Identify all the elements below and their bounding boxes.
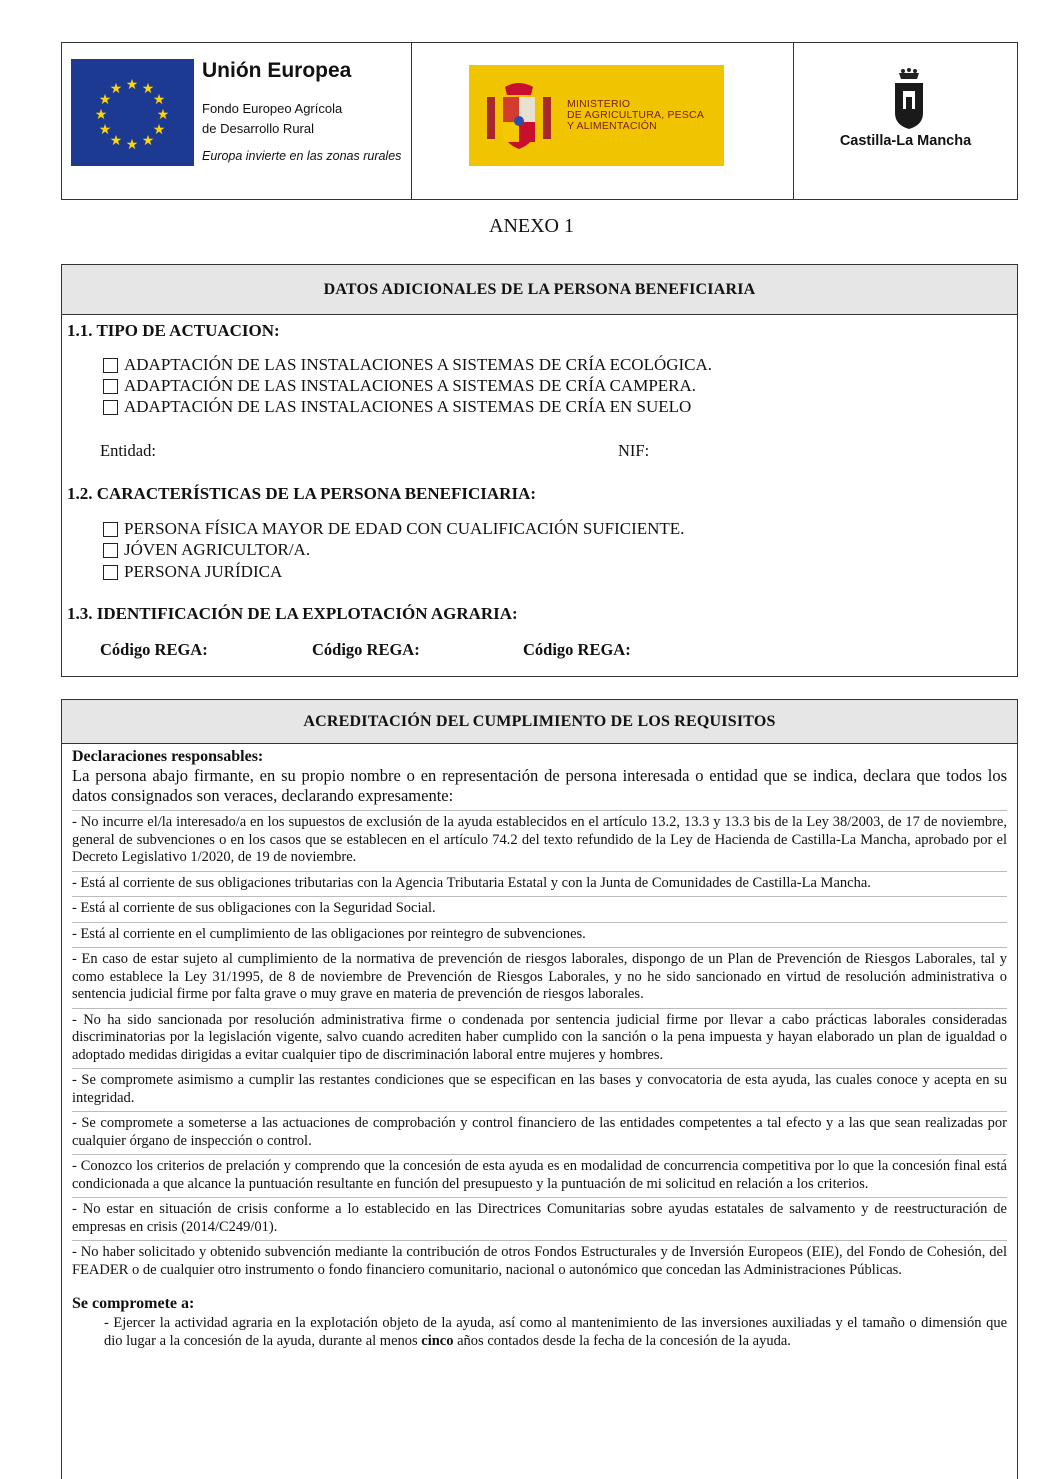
declaration-item: - Está al corriente de sus obligaciones con la Seguridad Social. xyxy=(72,900,436,916)
option-label: ADAPTACIÓN DE LAS INSTALACIONES A SISTEMAS DE CRÍA ECOLÓGICA. xyxy=(124,355,713,374)
coat-of-arms-icon xyxy=(485,79,553,153)
ministry-logo xyxy=(469,65,724,166)
commitment-bold: cinco xyxy=(421,1332,454,1349)
divider xyxy=(72,1008,1007,1009)
ministry-logo-block xyxy=(412,43,794,199)
ministry-line2: DE AGRICULTURA, PESCA xyxy=(567,109,705,121)
entidad-label: Entidad: xyxy=(100,441,156,460)
declaration-item: - Está al corriente en el cumplimiento de las obligaciones por reintegro de subvenciones. xyxy=(72,925,586,942)
checkbox[interactable] xyxy=(103,543,118,558)
eu-fund-line2: de Desarrollo Rural xyxy=(202,121,314,136)
region-logo-block xyxy=(794,43,1017,199)
declaration-item: - No ha sido sancionada por resolución administrativa firme o condenada por sentencia judicial firme por llevar a cabo prácticas laborales consideradas discriminatorias por la legislación vigente, salvo cuando acrediten haber cumplido con la sanción o la pena impuesta y hayan elaborado un plan de igualdad o adoptado medidas dirigidas a evitar cualquier tipo de discriminación laboral entre mujeres y hombres. xyxy=(72,1011,1007,1063)
beneficiary-data-section xyxy=(61,264,1018,677)
commitment-text-end: años contados desde la fecha de la concesión de la ayuda. xyxy=(453,1332,791,1349)
commitment-text: - Ejercer la actividad agraria en la explotación objeto de la ayuda, así como al mantenimiento de las inversiones auxiliadas y el tamaño o dimensión que dio lugar a la concesión de la ayuda, durante al menos xyxy=(104,1315,1007,1349)
divider xyxy=(72,1154,1007,1155)
declarations-intro: La persona abajo firmante, en su propio nombre o en representación de persona interesada o entidad que se indica, declara que todos los datos consignados son veraces, declarando expresamente: xyxy=(72,766,1007,805)
commitment-item xyxy=(104,1315,1007,1350)
requirements-section xyxy=(61,699,1018,1479)
svg-text:★: ★ xyxy=(141,133,155,149)
svg-text:★: ★ xyxy=(141,81,155,97)
checkbox[interactable] xyxy=(103,522,118,537)
divider xyxy=(72,922,1007,923)
caracteristicas-heading: 1.2. CARACTERÍSTICAS DE LA PERSONA BENEFICIARIA: xyxy=(67,484,537,503)
declaration-item: - Conozco los criterios de prelación y comprendo que la concesión de esta ayuda es en modalidad de concurrencia competitiva por lo que la concesión final está condicionada a que alcance la puntuación resultante en función del presupuesto y la puntuación de mi solicitud en relación a los criterios. xyxy=(72,1158,1007,1192)
divider xyxy=(72,1111,1007,1112)
commitment-title: Se compromete a: xyxy=(72,1295,195,1312)
section1-title: DATOS ADICIONALES DE LA PERSONA BENEFICIARIA xyxy=(62,265,1017,315)
tipo-option-campera[interactable] xyxy=(103,376,696,396)
divider xyxy=(72,896,1007,897)
region-name: Castilla-La Mancha xyxy=(839,133,972,149)
declaration-item: - Se compromete asimismo a cumplir las restantes condiciones que se especifican en las bases y convocatoria de esta ayuda, las cuales conoce y acepta en su integridad. xyxy=(72,1072,1007,1106)
identificacion-heading: 1.3. IDENTIFICACIÓN DE LA EXPLOTACIÓN AGRARIA: xyxy=(67,604,518,623)
divider xyxy=(72,947,1007,948)
checkbox[interactable] xyxy=(103,400,118,415)
tipo-option-suelo[interactable] xyxy=(103,397,691,417)
svg-text:★: ★ xyxy=(109,133,123,149)
divider xyxy=(72,871,1007,872)
annex-title: ANEXO 1 xyxy=(489,215,574,237)
option-label: PERSONA JURÍDICA xyxy=(124,562,283,581)
caract-option-joven-agricultor[interactable] xyxy=(103,540,310,560)
declaration-item: - No incurre el/la interesado/a en los supuestos de exclusión de la ayuda establecidos en el artículo 13.2, 13.3 y 13.3 bis de la Ley 38/2003, de 17 de noviembre, general de subvenciones o en los casos que se establecen en el artículo 74.2 del texto refundido de la Ley de Hacienda de Castilla-La Mancha, aprobado por el Decreto Legislativo 1/2020, de 19 de noviembre. xyxy=(72,814,1007,865)
castilla-la-mancha-logo-icon xyxy=(889,67,929,131)
ministry-line3: Y ALIMENTACIÓN xyxy=(567,120,657,132)
rega-label-1: Código REGA: xyxy=(100,640,208,659)
declaration-item: - No haber solicitado y obtenido subvención mediante la contribución de otros Fondos Estructurales y de Inversión Europeos (EIE), del Fondo de Cohesión, del FEADER o de cualquier otro instrumento o fondo financiero comunitario, nacional o autonómico que concedan las Administraciones Públicas. xyxy=(72,1244,1007,1278)
checkbox[interactable] xyxy=(103,565,118,580)
declarations-body xyxy=(72,748,1007,1350)
option-label: ADAPTACIÓN DE LAS INSTALACIONES A SISTEMAS DE CRÍA EN SUELO xyxy=(124,397,692,416)
ministry-line1: MINISTERIO xyxy=(567,98,631,110)
svg-text:★: ★ xyxy=(98,122,112,138)
svg-text:★: ★ xyxy=(152,122,166,138)
svg-text:★: ★ xyxy=(152,92,166,108)
divider xyxy=(72,1197,1007,1198)
declaration-item: - Está al corriente de sus obligaciones tributarias con la Agencia Tributaria Estatal y con la Junta de Comunidades de Castilla-La Mancha. xyxy=(72,874,871,891)
rega-label-3: Código REGA: xyxy=(523,640,631,659)
nif-label: NIF: xyxy=(618,441,650,460)
option-label: ADAPTACIÓN DE LAS INSTALACIONES A SISTEMAS DE CRÍA CAMPERA. xyxy=(124,376,697,395)
eu-title: Unión Europea xyxy=(202,59,352,82)
divider xyxy=(72,810,1007,811)
declaration-item: - No estar en situación de crisis conforme a lo establecido en las Directrices Comunitarias sobre ayudas estatales de salvamento y de reestructuración de empresas en crisis (2014/C249/01). xyxy=(72,1201,1007,1235)
svg-text:★: ★ xyxy=(125,137,139,153)
tipo-option-ecologica[interactable] xyxy=(103,355,712,375)
svg-text:★: ★ xyxy=(109,81,123,97)
eu-logo-block xyxy=(62,43,412,199)
declaration-item: - Se compromete a someterse a las actuaciones de comprobación y control financiero de las entidades competentes a tal efecto y a las que sean realizadas por cualquier órgano de inspección o control. xyxy=(72,1115,1007,1149)
eu-fund-line1: Fondo Europeo Agrícola xyxy=(202,101,343,116)
eu-slogan: Europa invierte en las zonas rurales xyxy=(202,149,402,163)
section2-title: ACREDITACIÓN DEL CUMPLIMIENTO DE LOS REQUISITOS xyxy=(62,700,1017,744)
checkbox[interactable] xyxy=(103,358,118,373)
tipo-actuacion-heading: 1.1. TIPO DE ACTUACION: xyxy=(67,321,280,340)
svg-text:★: ★ xyxy=(94,107,108,123)
ministry-name xyxy=(567,99,704,132)
declarations-title: Declaraciones responsables: xyxy=(72,748,264,765)
declaration-item: - En caso de estar sujeto al cumplimiento de la normativa de prevención de riesgos laborales, dispongo de un Plan de Prevención de Riesgos Laborales, tal y como establece la Ley 31/1995, de 8 de noviembre de Prevención de Riesgos Laborales, y no he sido sancionado en virtud de resolución administrativa o sentencia judicial firme por falta grave o muy grave en materia de prevención de riesgos laborales. xyxy=(72,951,1007,1002)
caract-option-persona-fisica[interactable] xyxy=(103,519,684,539)
caract-option-persona-juridica[interactable] xyxy=(103,562,282,582)
svg-text:★: ★ xyxy=(125,77,139,93)
option-label: JÓVEN AGRICULTOR/A. xyxy=(124,540,311,559)
divider xyxy=(72,1240,1007,1241)
checkbox[interactable] xyxy=(103,379,118,394)
eu-flag-icon xyxy=(71,59,194,166)
svg-text:★: ★ xyxy=(156,107,170,123)
option-label: PERSONA FÍSICA MAYOR DE EDAD CON CUALIFICACIÓN SUFICIENTE. xyxy=(124,519,685,538)
divider xyxy=(72,1068,1007,1069)
rega-label-2: Código REGA: xyxy=(312,640,420,659)
logo-header xyxy=(61,42,1018,200)
svg-text:★: ★ xyxy=(98,92,112,108)
